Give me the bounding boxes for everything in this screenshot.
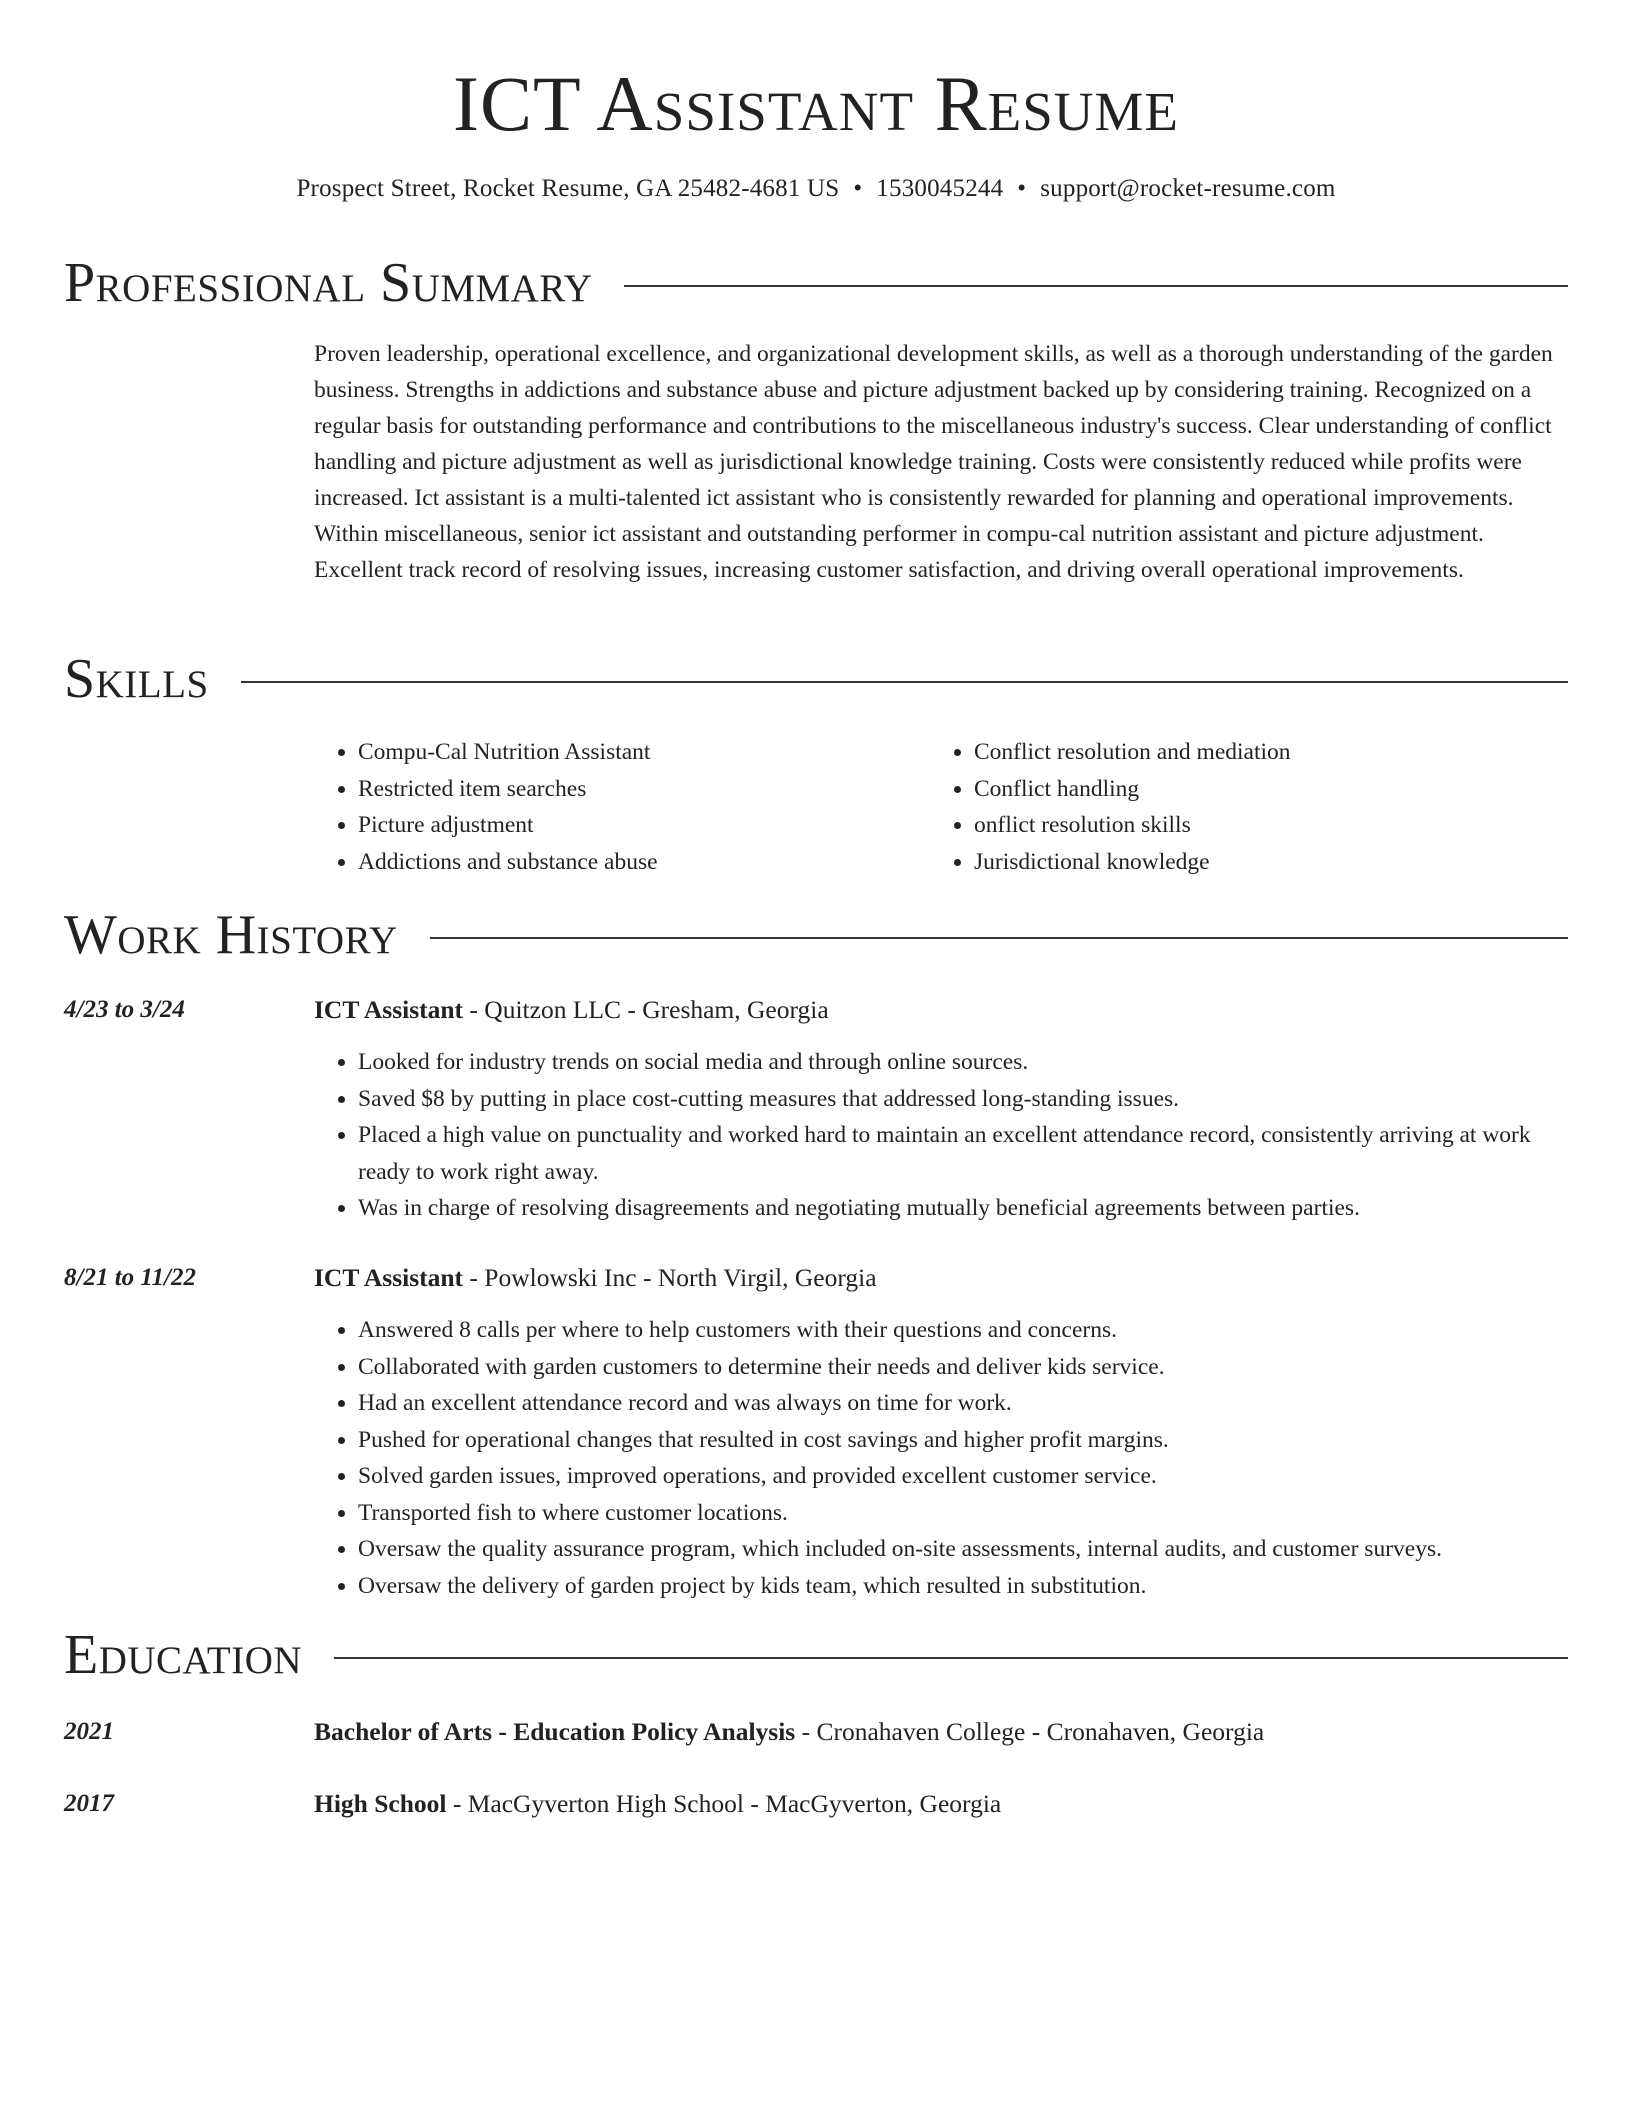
job-bullet: • Transported fish to where customer locations. xyxy=(358,1495,1568,1532)
contact-separator: • xyxy=(1017,175,1027,202)
job-bullet: • Collaborated with garden customers to determine their needs and deliver kids service. xyxy=(358,1349,1568,1386)
education-degree: Bachelor of Arts - Education Policy Analysis xyxy=(314,1717,796,1746)
education-details: - MacGyverton High School - MacGyverton, Georgia xyxy=(446,1789,1002,1818)
job-bullets xyxy=(314,1312,1568,1604)
job-bullet: • Answered 8 calls per where to help customers with their questions and concerns. xyxy=(358,1312,1568,1349)
job-bullet: • Oversaw the quality assurance program, which included on-site assessments, internal audits, and customer surveys. xyxy=(358,1531,1568,1568)
job-bullet: • Pushed for operational changes that resulted in cost savings and higher profit margins. xyxy=(358,1422,1568,1459)
job-heading xyxy=(314,1260,1568,1296)
education-heading: Education xyxy=(64,1624,303,1686)
skill-item: • Conflict handling xyxy=(974,771,1550,808)
education-details: - Cronahaven College - Cronahaven, Georgia xyxy=(795,1717,1265,1746)
job-dates: 4/23 to 3/24 xyxy=(64,996,185,1023)
job-bullet: • Placed a high value on punctuality and worked hard to maintain an excellent attendance record, consistently arriving at work ready to work right away. xyxy=(358,1117,1568,1190)
job-bullet: • Was in charge of resolving disagreements and negotiating mutually beneficial agreements between parties. xyxy=(358,1190,1568,1227)
work-heading: Work History xyxy=(64,904,398,966)
education-year: 2017 xyxy=(64,1790,114,1817)
summary-text: Proven leadership, operational excellence, and organizational development skills, as well as a thorough understanding of the garden business. Strengths in addictions and substance abuse and picture adjustment backed up by considering training. Recognized on a regular basis for outstanding performance and contributions to the miscellaneous industry's success. Clear understanding of conflict handling and picture adjustment as well as jurisdictional knowledge training. Costs were consistently reduced while profits were increased. Ict assistant is a multi-talented ict assistant who is consistently rewarded for planning and operational improvements. Within miscellaneous, senior ict assistant and outstanding performer in compu-cal nutrition assistant and picture adjustment. Excellent track record of resolving issues, increasing customer satisfaction, and driving overall operational improvements. xyxy=(314,341,1553,583)
section-divider xyxy=(624,285,1568,287)
contact-email: support@rocket-resume.com xyxy=(1040,175,1336,202)
skill-item: • Compu-Cal Nutrition Assistant xyxy=(358,734,914,771)
contact-phone: 1530045244 xyxy=(876,175,1004,202)
section-divider xyxy=(334,1657,1568,1659)
job-bullet: • Saved $8 by putting in place cost-cutting measures that addressed long-standing issues. xyxy=(358,1081,1568,1118)
job-heading xyxy=(314,992,1568,1028)
job-details: - Quitzon LLC - Gresham, Georgia xyxy=(463,995,829,1024)
summary-section-header xyxy=(64,248,1568,318)
job-bullet: • Oversaw the delivery of garden project by kids team, which resulted in substitution. xyxy=(358,1568,1568,1605)
skill-item: • Jurisdictional knowledge xyxy=(974,844,1550,881)
summary-heading: Professional Summary xyxy=(64,252,593,314)
education-degree: High School xyxy=(314,1789,447,1818)
job-details: - Powlowski Inc - North Virgil, Georgia xyxy=(463,1263,877,1292)
job-bullets xyxy=(314,1044,1568,1227)
contact-address: Prospect Street, Rocket Resume, GA 25482-4681 US xyxy=(296,175,840,202)
skills-column-right xyxy=(930,734,1550,880)
job-title: ICT Assistant xyxy=(314,995,464,1024)
skill-item: • Picture adjustment xyxy=(358,807,914,844)
job-bullet: • Solved garden issues, improved operations, and provided excellent customer service. xyxy=(358,1458,1568,1495)
skills-heading: Skills xyxy=(64,648,209,710)
education-year: 2021 xyxy=(64,1718,114,1745)
section-divider xyxy=(430,937,1568,939)
section-divider xyxy=(241,681,1568,683)
skill-item: • onflict resolution skills xyxy=(974,807,1550,844)
skill-item: • Restricted item searches xyxy=(358,771,914,808)
education-section-header xyxy=(64,1620,1568,1690)
skill-item: • Addictions and substance abuse xyxy=(358,844,914,881)
skills-section-header xyxy=(64,644,1568,714)
education-entry xyxy=(314,1786,1568,1822)
job-dates: 8/21 to 11/22 xyxy=(64,1264,196,1291)
job-bullet: • Looked for industry trends on social media and through online sources. xyxy=(358,1044,1568,1081)
skills-column-left xyxy=(314,734,914,880)
job-title: ICT Assistant xyxy=(314,1263,464,1292)
job-bullet: • Had an excellent attendance record and was always on time for work. xyxy=(358,1385,1568,1422)
skill-item: • Conflict resolution and mediation xyxy=(974,734,1550,771)
education-entry xyxy=(314,1714,1568,1750)
work-section-header xyxy=(64,900,1568,970)
contact-separator: • xyxy=(853,175,863,202)
page-title: ICT Assistant Resume xyxy=(453,60,1179,147)
contact-line xyxy=(0,172,1632,206)
